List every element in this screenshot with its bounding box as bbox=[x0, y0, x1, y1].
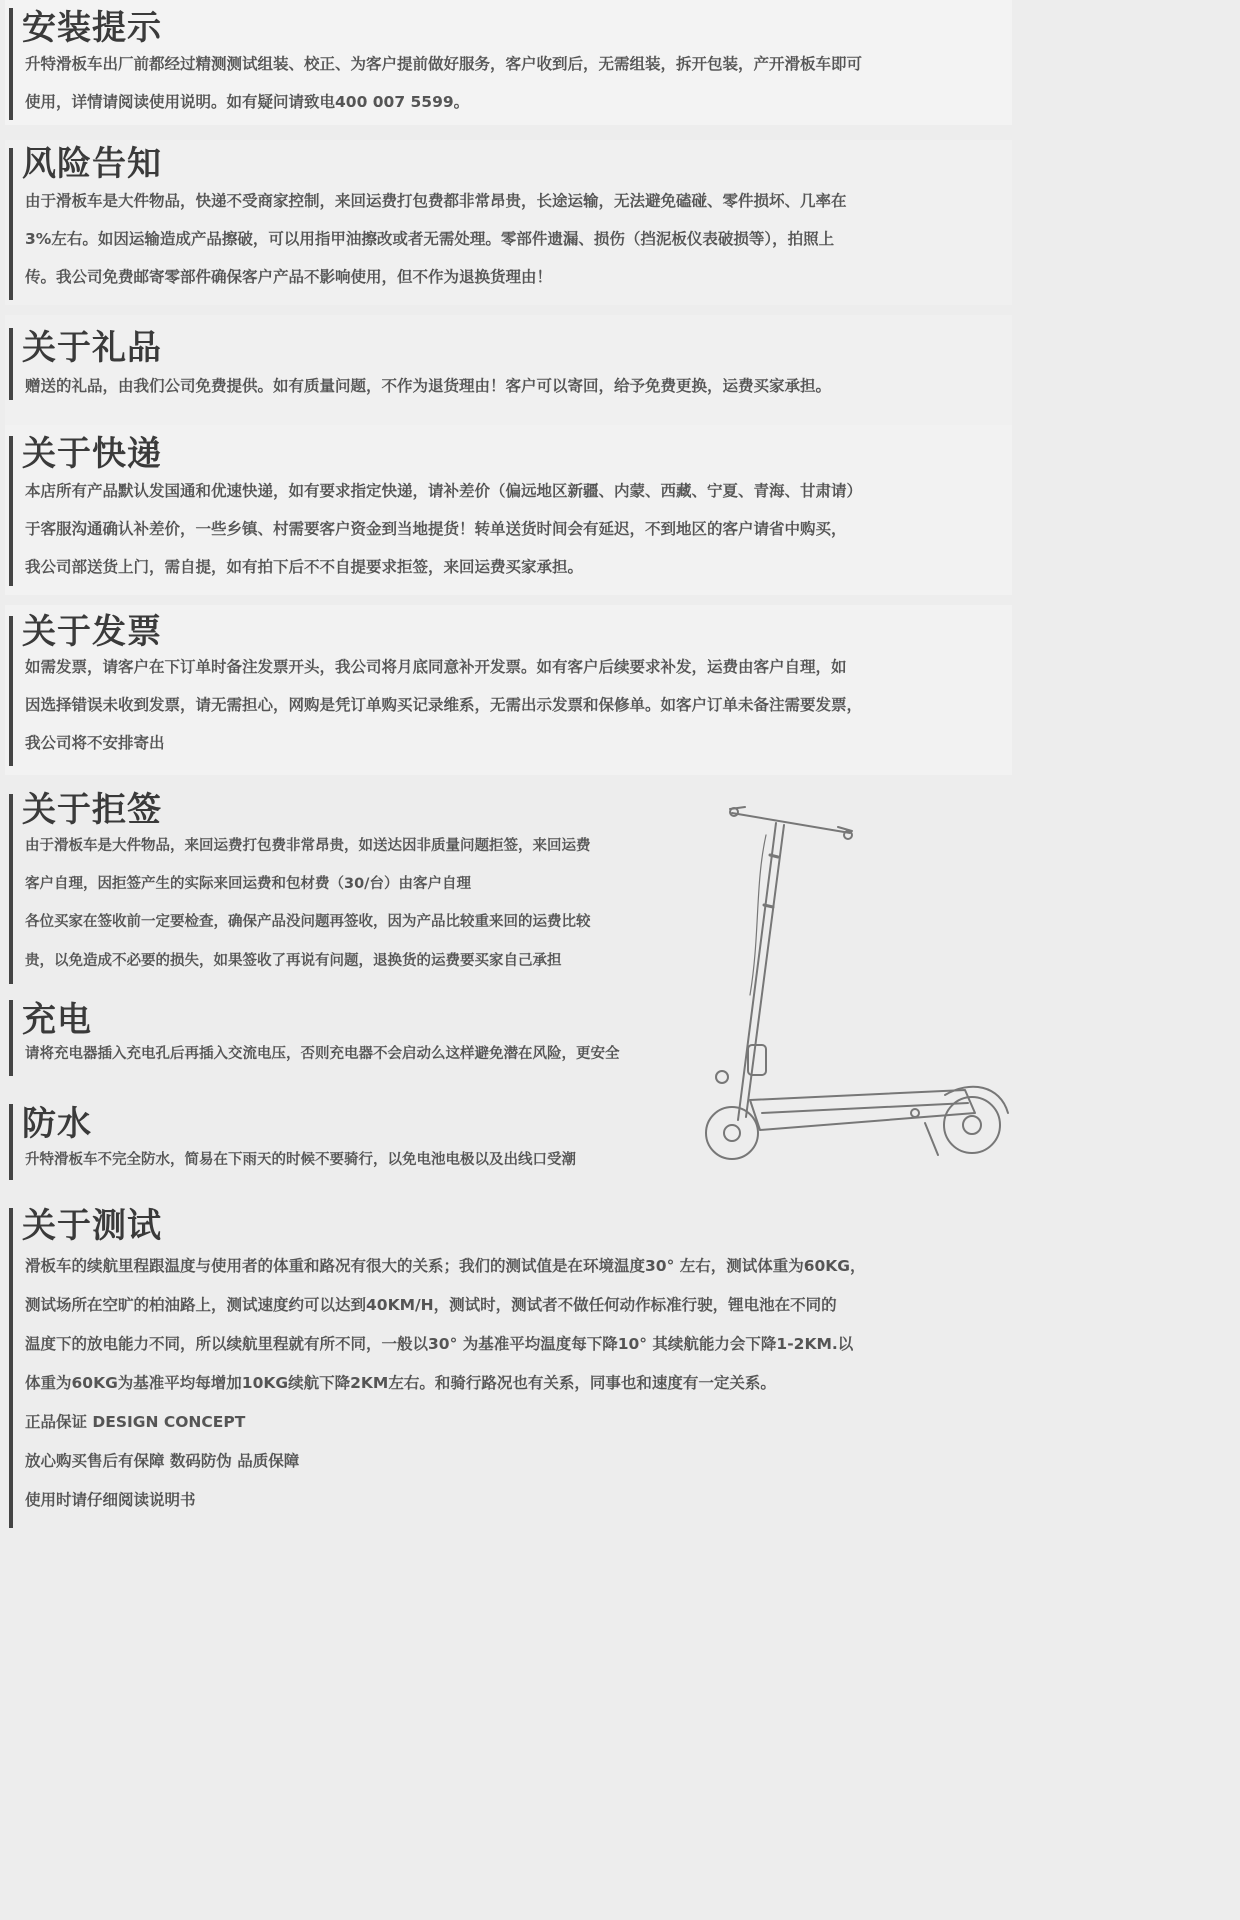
section-text-line: 测试场所在空旷的柏油路上，测试速度约可以达到40KM/H，测试时，测试者不做任何动作标准行驶，锂电池在不同的 bbox=[25, 1296, 837, 1314]
section-text-line: 体重为60KG为基准平均每增加10KG续航下降2KM左右。和骑行路况也有关系，同事也和速度有一定关系。 bbox=[25, 1374, 776, 1392]
section-bar bbox=[9, 1000, 13, 1076]
section-title: 关于发票 bbox=[22, 612, 162, 652]
section-text-line: 传。我公司免费邮寄零部件确保客户产品不影响使用，但不作为退换货理由！ bbox=[25, 268, 553, 286]
section-text-line: 客户自理，因拒签产生的实际来回运费和包材费（30/台）由客户自理 bbox=[25, 876, 471, 892]
section-bar bbox=[9, 616, 13, 766]
section-text-line: 于客服沟通确认补差价，一些乡镇、村需要客户资金到当地提货！转单送货时间会有延迟，不到地区的客户请省中购买， bbox=[25, 520, 847, 538]
section-bar bbox=[9, 1208, 13, 1528]
manual-reminder-line: 使用时请仔细阅读说明书 bbox=[25, 1491, 196, 1509]
section-bar bbox=[9, 1104, 13, 1180]
section-text-line: 升特滑板车出厂前都经过精测测试组装、校正、为客户提前做好服务，客户收到后，无需组装，拆开包装，产开滑板车即可 bbox=[25, 55, 863, 73]
section-bar bbox=[9, 436, 13, 586]
section-title: 充电 bbox=[22, 1000, 92, 1040]
section-bar bbox=[9, 8, 13, 120]
section-text-line: 贵，以免造成不必要的损失，如果签收了再说有问题，退换货的运费要买家自己承担 bbox=[25, 953, 562, 969]
section-title: 关于拒签 bbox=[22, 790, 162, 830]
section-text-line: 3%左右。如因运输造成产品擦破，可以用指甲油擦改或者无需处理。零部件遗漏、损伤（挡泥板仪表破损等），拍照上 bbox=[25, 230, 835, 248]
section-title: 风险告知 bbox=[22, 144, 162, 184]
section-bar bbox=[9, 148, 13, 300]
section-title: 关于快递 bbox=[22, 434, 162, 474]
section-text-line: 温度下的放电能力不同，所以续航里程就有所不同，一般以30° 为基准平均温度每下降10° 其续航能力会下降1-2KM.以 bbox=[25, 1335, 854, 1353]
section-bar bbox=[9, 794, 13, 984]
section-text-line: 我公司部送货上门，需自提，如有拍下后不不自提要求拒签，来回运费买家承担。 bbox=[25, 558, 584, 576]
section-text-line: 滑板车的续航里程跟温度与使用者的体重和路况有很大的关系；我们的测试值是在环境温度30° 左右，测试体重为60KG， bbox=[25, 1257, 866, 1275]
section-text-line: 升特滑板车不完全防水，简易在下雨天的时候不要骑行，以免电池电极以及出线口受潮 bbox=[25, 1152, 576, 1168]
section-text-line: 使用，详情请阅读使用说明。如有疑问请致电400 007 5599。 bbox=[25, 93, 470, 111]
section-text-line: 请将充电器插入充电孔后再插入交流电压，否则充电器不会启动么这样避免潜在风险，更安全 bbox=[25, 1046, 620, 1062]
section-text-line: 本店所有产品默认发国通和优速快递，如有要求指定快递，请补差价（偏远地区新疆、内蒙、西藏、宁夏、青海、甘肃请） bbox=[25, 482, 863, 500]
section-title: 防水 bbox=[22, 1104, 92, 1144]
section-text-line: 如需发票，请客户在下订单时备注发票开头，我公司将月底同意补开发票。如有客户后续要求补发，运费由客户自理，如 bbox=[25, 658, 847, 676]
guarantee-line: 正品保证 DESIGN CONCEPT bbox=[25, 1413, 246, 1431]
section-title: 安装提示 bbox=[22, 8, 162, 48]
section-text-line: 各位买家在签收前一定要检查，确保产品没问题再签收，因为产品比较重来回的运费比较 bbox=[25, 914, 591, 930]
section-text-line: 赠送的礼品，由我们公司免费提供。如有质量问题，不作为退货理由！客户可以寄回，给予免费更换，运费买家承担。 bbox=[25, 377, 832, 395]
section-text-line: 我公司将不安排寄出 bbox=[25, 734, 165, 752]
electric-scooter-illustration bbox=[700, 795, 1015, 1170]
section-text-line: 由于滑板车是大件物品，快递不受商家控制，来回运费打包费都非常昂贵，长途运输，无法避免磕碰、零件损坏、几率在 bbox=[25, 192, 847, 210]
section-text-line: 因选择错误未收到发票，请无需担心，网购是凭订单购买记录维系，无需出示发票和保修单。如客户订单未备注需要发票， bbox=[25, 696, 863, 714]
section-title: 关于测试 bbox=[22, 1206, 162, 1246]
after-sales-line: 放心购买售后有保障 数码防伪 品质保障 bbox=[25, 1452, 300, 1470]
section-bar bbox=[9, 328, 13, 400]
section-text-line: 由于滑板车是大件物品，来回运费打包费非常昂贵，如送达因非质量问题拒签，来回运费 bbox=[25, 838, 591, 854]
section-title: 关于礼品 bbox=[22, 328, 162, 368]
